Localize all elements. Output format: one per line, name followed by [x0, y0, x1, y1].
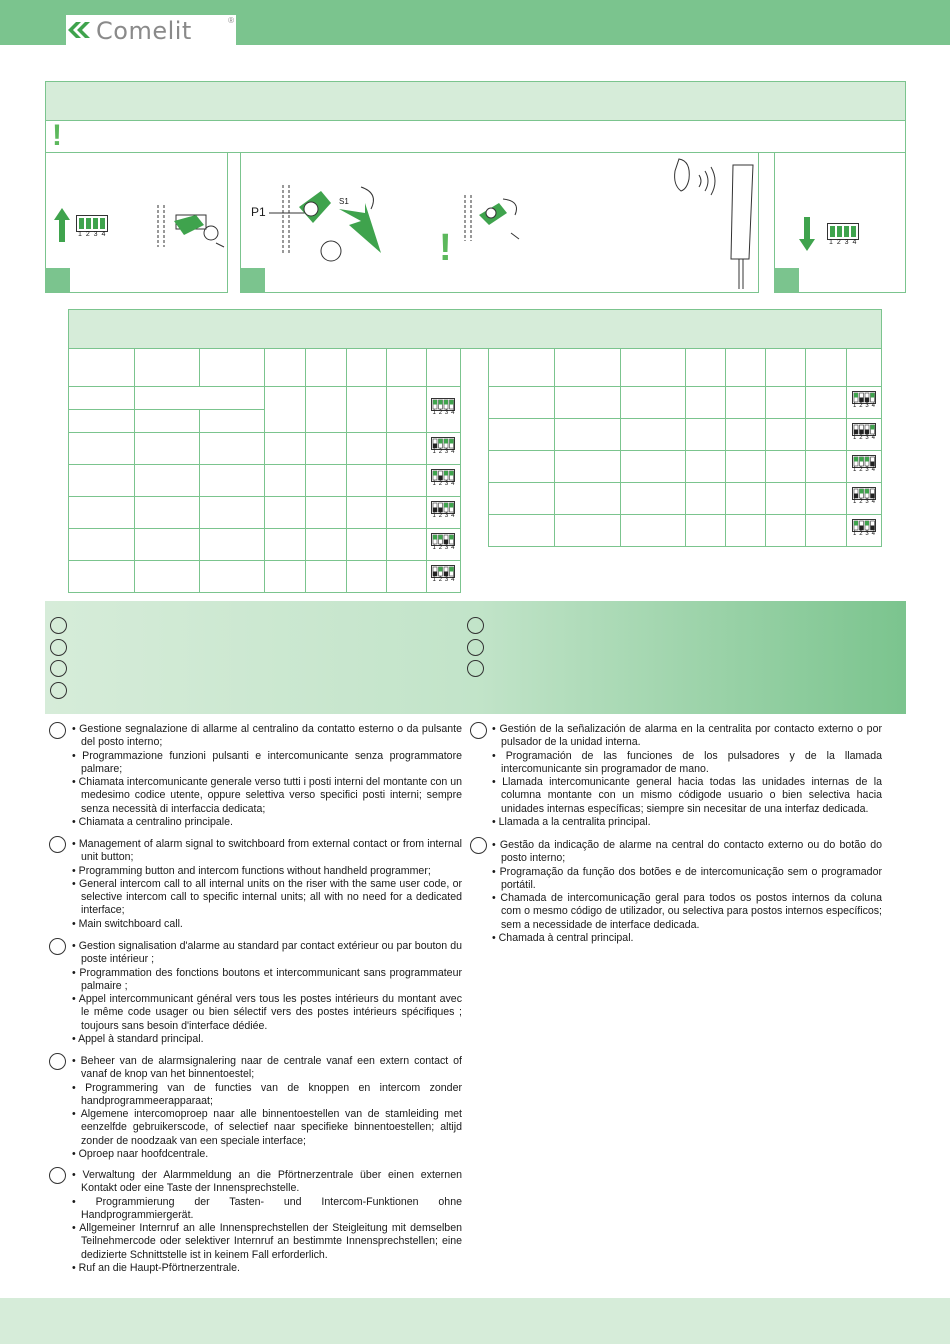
dip-label: 1 2 3 4: [432, 512, 456, 519]
dip-label: 1 2 3 4: [432, 448, 456, 455]
arrow-up-icon: [54, 208, 70, 242]
feature-item: • Algemene intercomoproep naar alle binnentoestellen van de stamleiding met eenzelfde gebruikerscode, of selectief naar specifieke binnentoestellen; altijd zonder de noodzaak van een speciale interface;: [72, 1108, 462, 1147]
dip-label: 1 2 3 4: [852, 466, 876, 473]
dip-switch-icon: [852, 487, 876, 511]
table-header-band: [68, 309, 882, 349]
dip-switch-icon: [431, 533, 455, 557]
table-header-row: [489, 349, 882, 387]
dip-switch-icon: [852, 391, 876, 415]
feature-item: • Beheer van de alarmsignalering naar de centrale vanaf een extern contact of vanaf de knop van het binnentoestel;: [72, 1055, 462, 1081]
dip-label: 1 2 3 4: [852, 402, 876, 409]
dip-switch-icon: [852, 455, 876, 479]
dip-label: 1 2 3 4: [78, 231, 107, 238]
section-de: [72, 1169, 462, 1275]
feature-item: • General intercom call to all internal units on the riser with the same user code, or selective intercom call to specific internal units; all with no need for a dedicated interface;: [72, 877, 462, 917]
feature-item: • Ruf an die Haupt-Pförtnerzentrale.: [72, 1262, 240, 1275]
dip-label: 1 2 3 4: [852, 530, 876, 537]
dip-switch-icon: [852, 519, 876, 543]
dip-switch-icon-2: [827, 223, 859, 249]
dip-switch-icon: [431, 469, 455, 493]
dip-label: 1 2 3 4: [829, 239, 858, 246]
logo-mark-icon: [68, 20, 96, 40]
table-row: [69, 465, 461, 497]
feature-item: • Gestione segnalazione di allarme al centralino da contatto esterno o da pulsante del posto interno;: [72, 723, 462, 749]
dip-label: 1 2 3 4: [432, 576, 456, 583]
language-legend-band: [45, 601, 906, 714]
flag-pt-icon: [467, 660, 484, 677]
table-row: [489, 483, 882, 515]
feature-item: • Llamada intercomunicante general hacia todas las unidades internas de la columna montante con un mismo códigode usuario o bien selectiva hacia unidades internas específicas; siempre sin necesitar de una interfaz dedicada.: [492, 776, 882, 815]
feature-item: • Chiamata intercomunicante generale verso tutti i posti interni del montante con un medesimo codice utente, oppure selettiva verso specifici posti interni; sempre senza necessità di interfaccia dedicata;: [72, 776, 463, 815]
flag-de-icon: [49, 1167, 66, 1184]
table-row: [69, 433, 461, 465]
dip-switch-icon: [852, 423, 876, 447]
p1-label: P1: [251, 205, 266, 219]
dip-config-table-left: [68, 348, 461, 593]
handset-illustration-icon: [669, 155, 759, 291]
flag-fr-icon: [50, 660, 67, 677]
flag-nl-icon: [49, 1053, 66, 1070]
section-pt: [492, 839, 882, 945]
warning-icon-large: !: [439, 227, 452, 269]
dip-label: 1 2 3 4: [852, 498, 876, 505]
step-tab-3: [775, 268, 799, 292]
feature-item: • Verwaltung der Alarmmeldung an die Pförtnerzentrale über einen externen Kontakt oder eine Taste der Innensprechstelle.: [72, 1169, 462, 1195]
flag-it-icon: [50, 617, 67, 634]
logo-registered-mark: ®: [228, 16, 234, 25]
table-row: [69, 561, 461, 593]
flag-en-icon: [49, 836, 66, 853]
flag-es-icon: [467, 639, 484, 656]
step-tab-1: [46, 268, 70, 292]
section-en: [72, 838, 462, 931]
feature-item: • Programmierung der Tasten- und Intercom-Funktionen ohne Handprogrammiergerät.: [72, 1195, 462, 1221]
step-panel-3: [774, 152, 906, 293]
flag-fr-icon: [49, 938, 66, 955]
feature-item: • Management of alarm signal to switchboard from external contact or from internal unit button;: [72, 838, 462, 864]
connector-illustration-icon: [156, 203, 226, 249]
table-row: [489, 387, 882, 419]
table-row: [69, 497, 461, 529]
flag-de-icon: [467, 617, 484, 634]
feature-item: • Programming button and intercom functions without handheld programmer;: [72, 864, 431, 877]
feature-item: • Appel à standard principal.: [72, 1033, 204, 1046]
dip-config-table-right: [488, 348, 882, 547]
flag-es-icon: [470, 722, 487, 739]
feature-item: • Programmering van de functies van de knoppen en intercom zonder handprogrammeerapparaat;: [72, 1081, 462, 1107]
dip-label: 1 2 3 4: [432, 409, 456, 416]
section-es: [492, 723, 882, 829]
comelit-logo: [66, 15, 236, 46]
feature-item: • Gestión de la señalización de alarma en la centralita por contacto externo o por pulsador de la unidad interna.: [492, 723, 882, 749]
section-nl: [72, 1055, 462, 1161]
feature-item: • Oproep naar hoofdcentrale.: [72, 1148, 209, 1161]
feature-item: • Programmazione funzioni pulsanti e intercomunicante senza programmatore palmare;: [72, 749, 462, 775]
press-button-illustration-icon: [269, 183, 409, 263]
feature-item: • Chiamata a centralino principale.: [72, 816, 233, 829]
table-row: [489, 419, 882, 451]
flag-nl-icon: [50, 682, 67, 699]
warning-icon: !: [52, 119, 62, 152]
feature-item: • Chamada à central principal.: [492, 932, 634, 945]
feature-item: • Gestion signalisation d'alarme au standard par contact extérieur ou par bouton du poste intérieur ;: [72, 940, 462, 966]
dip-switch-icon: [431, 437, 455, 461]
arrow-down-icon: [799, 217, 815, 251]
dip-switch-icon: [431, 501, 455, 525]
flag-en-icon: [50, 639, 67, 656]
step-panel-2: [240, 152, 759, 293]
warning-row: [45, 120, 906, 153]
feature-item: • Main switchboard call.: [72, 917, 183, 930]
table-row: [69, 529, 461, 561]
flag-it-icon: [49, 722, 66, 739]
feature-item: • Gestão da indicação de alarme na central do contacto externo ou do botão do posto interno;: [492, 839, 882, 865]
dip-switch-icon: [431, 565, 455, 589]
connector-illustration-icon-2: [463, 193, 535, 243]
feature-item: • Chamada de intercomunicação geral para todos os postos internos da coluna com o mesmo código de utilizador, ou selectiva para postos internos específicos; sem a necessidade de interface dedicada.: [492, 892, 882, 931]
table-header-row: [69, 349, 461, 387]
footer-bar: [0, 1298, 950, 1344]
table-row: [489, 451, 882, 483]
feature-item: • Programación de las funciones de los pulsadores y de la llamada intercomunicante sin programador de mano.: [492, 749, 882, 775]
logo-text: Comelit: [96, 17, 192, 45]
section-it: [72, 723, 462, 829]
feature-item: • Llamada a la centralita principal.: [492, 816, 651, 829]
table-row: [489, 515, 882, 547]
dip-label: 1 2 3 4: [432, 544, 456, 551]
step-tab-2: [241, 268, 265, 292]
dip-switch-icon: [76, 215, 108, 241]
dip-label: 1 2 3 4: [432, 480, 456, 487]
s1-label: S1: [339, 197, 349, 206]
feature-item: • Programmation des fonctions boutons et intercommunicant sans programmateur palmaire ;: [72, 966, 462, 992]
step-panel-1: [45, 152, 228, 293]
feature-item: • Programação da função dos botões e de intercomunicação sem o programador portátil.: [492, 865, 882, 891]
table-row: [69, 387, 461, 410]
feature-item: • Allgemeiner Internruf an alle Innensprechstellen der Steigleitung mit demselben Teilnehmercode oder selektiver Internruf an bestimmte Innensprechstellen; eine dedizierte Schnittstelle ist in keinem Fall erforderlich.: [72, 1222, 462, 1261]
feature-item: • Appel intercommunicant général vers tous les postes intérieurs du montant avec le même code usager ou bien sélectif vers des postes intérieurs spécifiques ; toujours sans besoin d'interface dédiée.: [72, 993, 462, 1032]
section-fr: [72, 940, 462, 1046]
flag-pt-icon: [470, 837, 487, 854]
dip-label: 1 2 3 4: [852, 434, 876, 441]
instruction-header-band: [45, 81, 906, 121]
dip-switch-icon: [431, 398, 455, 422]
